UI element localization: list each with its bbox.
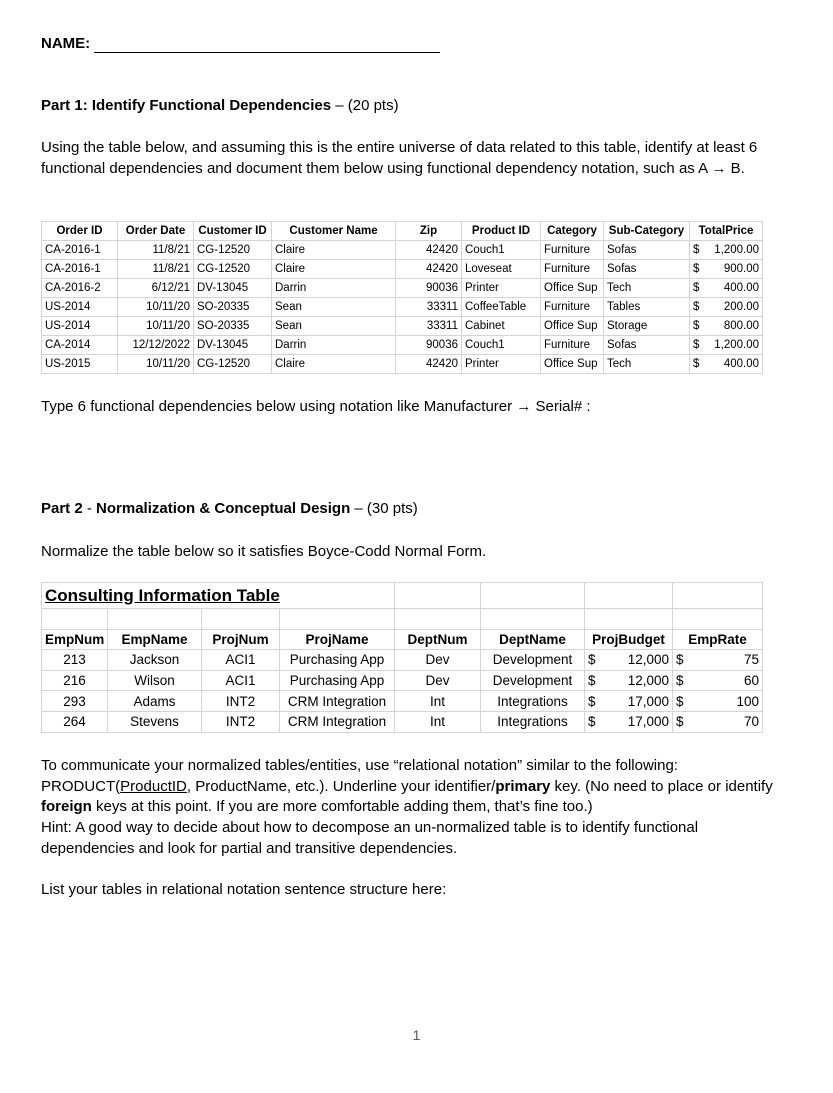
orders-header-cell: Customer ID (194, 222, 272, 241)
orders-cell-total-price (690, 279, 763, 298)
orders-cell-order-id: CA-2016-1 (42, 260, 118, 279)
orders-cell-category: Furniture (541, 336, 604, 355)
orders-cell-product-id: CoffeeTable (462, 298, 541, 317)
orders-cell-total-price (690, 317, 763, 336)
currency-symbol: $ (693, 320, 700, 332)
comm-primary: primary (495, 777, 551, 795)
orders-cell-customer-id: SO-20335 (194, 317, 272, 336)
orders-table (41, 221, 763, 374)
part1-instructions-text: Using the table below, and assuming this is the entire universe of data related to this table, identify at least 6 functional dependencies and document them below using functional dependency notation, such as A (41, 139, 758, 177)
orders-cell-total-price (690, 355, 763, 374)
part2-heading-points: – (30 pts) (350, 500, 418, 517)
part1-heading (41, 97, 399, 114)
consulting-cell-proj-num: ACI1 (202, 670, 280, 691)
total-price-value: 200.00 (723, 301, 759, 313)
consulting-cell-proj-num: INT2 (202, 711, 280, 732)
proj-budget-value: 12,000 (627, 673, 670, 689)
comm-text-c: key. (No need to place or identify (550, 777, 773, 795)
list-tables-prompt: List your tables in relational notation sentence structure here: (41, 881, 447, 898)
part1-heading-title: Part 1: Identify Functional Dependencies (41, 97, 332, 114)
consulting-cell-proj-num: INT2 (202, 691, 280, 712)
orders-cell-total-price (690, 260, 763, 279)
orders-cell-sub-category: Tech (604, 279, 690, 298)
total-price-value: 1,200.00 (714, 339, 759, 351)
orders-cell-order-date: 10/11/20 (118, 298, 194, 317)
consulting-table-title: Consulting Information Table (42, 583, 395, 609)
consulting-cell-emp-num: 264 (42, 711, 108, 732)
total-price-value: 800.00 (723, 320, 759, 332)
consulting-cell-emp-name: Wilson (108, 670, 202, 691)
currency-symbol: $ (693, 301, 700, 313)
orders-cell-category: Furniture (541, 298, 604, 317)
orders-cell-zip: 33311 (396, 298, 462, 317)
consulting-cell-dept-num: Int (395, 711, 481, 732)
orders-cell-customer-id: CG-12520 (194, 241, 272, 260)
total-price-value: 900.00 (723, 263, 759, 275)
consulting-cell-emp-name: Adams (108, 691, 202, 712)
consulting-cell-proj-budget (585, 650, 673, 671)
orders-cell-category: Office Sup (541, 355, 604, 374)
currency-symbol: $ (676, 693, 684, 709)
normalize-instruction: Normalize the table below so it satisfies Boyce-Codd Normal Form. (41, 543, 487, 560)
consulting-cell-emp-rate (673, 650, 763, 671)
orders-cell-zip: 42420 (396, 241, 462, 260)
table-row (42, 650, 763, 671)
part2-heading-label: Part 2 (41, 500, 83, 517)
orders-table-header (42, 222, 763, 241)
orders-cell-category: Office Sup (541, 279, 604, 298)
table-row (42, 670, 763, 691)
emp-rate-value: 75 (744, 652, 760, 668)
table-row (42, 336, 763, 355)
orders-cell-order-date: 6/12/21 (118, 279, 194, 298)
comm-foreign: foreign (41, 798, 92, 815)
part1-heading-points: – (20 pts) (331, 97, 399, 114)
orders-cell-order-date: 11/8/21 (118, 260, 194, 279)
consulting-cell-emp-rate (673, 670, 763, 691)
consulting-header-cell: ProjName (280, 629, 395, 650)
consulting-header-cell: DeptName (481, 629, 585, 650)
relational-notation-instructions (41, 756, 776, 818)
part1-instructions-end: B. (726, 159, 745, 177)
orders-cell-sub-category: Sofas (604, 336, 690, 355)
orders-cell-product-id: Printer (462, 279, 541, 298)
currency-symbol: $ (693, 263, 700, 275)
consulting-cell-emp-name: Stevens (108, 711, 202, 732)
table-row (42, 298, 763, 317)
emp-rate-value: 60 (744, 673, 760, 689)
orders-cell-order-id: CA-2016-1 (42, 241, 118, 260)
orders-header-cell: Zip (396, 222, 462, 241)
proj-budget-value: 12,000 (627, 652, 670, 668)
emp-rate-value: 70 (744, 714, 760, 730)
table-row (42, 241, 763, 260)
table-row (42, 260, 763, 279)
consulting-cell-proj-budget (585, 691, 673, 712)
orders-cell-order-id: CA-2016-2 (42, 279, 118, 298)
currency-symbol: $ (676, 714, 684, 730)
orders-cell-total-price (690, 241, 763, 260)
fd-answer-area[interactable] (41, 422, 761, 492)
orders-cell-order-id: CA-2014 (42, 336, 118, 355)
consulting-cell-proj-name: CRM Integration (280, 711, 395, 732)
orders-header-cell: Order ID (42, 222, 118, 241)
type-fd-prompt-text: Type 6 functional dependencies below using notation like Manufacturer (41, 398, 517, 415)
consulting-header-cell: DeptNum (395, 629, 481, 650)
name-blank-line[interactable] (94, 52, 440, 53)
proj-budget-value: 17,000 (627, 714, 670, 730)
consulting-cell-dept-num: Dev (395, 650, 481, 671)
orders-cell-zip: 90036 (396, 279, 462, 298)
orders-cell-sub-category: Tables (604, 298, 690, 317)
consulting-cell-dept-name: Integrations (481, 691, 585, 712)
consulting-cell-proj-budget (585, 711, 673, 732)
part2-heading (41, 500, 418, 517)
orders-cell-product-id: Printer (462, 355, 541, 374)
orders-cell-sub-category: Storage (604, 317, 690, 336)
orders-cell-order-date: 10/11/20 (118, 317, 194, 336)
comm-productid: ProductID (120, 777, 187, 795)
tables-answer-area[interactable] (41, 905, 761, 1015)
currency-symbol: $ (693, 358, 700, 370)
orders-cell-category: Furniture (541, 241, 604, 260)
currency-symbol: $ (676, 673, 684, 689)
consulting-cell-proj-num: ACI1 (202, 650, 280, 671)
consulting-cell-dept-name: Development (481, 670, 585, 691)
table-row (42, 279, 763, 298)
consulting-cell-proj-name: Purchasing App (280, 670, 395, 691)
consulting-header-cell: EmpName (108, 629, 202, 650)
consulting-cell-dept-name: Development (481, 650, 585, 671)
orders-header-cell: Customer Name (272, 222, 396, 241)
orders-cell-customer-id: CG-12520 (194, 355, 272, 374)
orders-cell-sub-category: Tech (604, 355, 690, 374)
consulting-cell-emp-rate (673, 691, 763, 712)
orders-cell-customer-name: Sean (272, 298, 396, 317)
consulting-header-cell: ProjNum (202, 629, 280, 650)
orders-cell-order-id: US-2015 (42, 355, 118, 374)
orders-header-cell: Sub-Category (604, 222, 690, 241)
table-row (42, 355, 763, 374)
part2-heading-title: Normalization & Conceptual Design (96, 500, 351, 517)
proj-budget-value: 17,000 (627, 693, 670, 709)
orders-cell-zip: 42420 (396, 355, 462, 374)
currency-symbol: $ (588, 714, 596, 730)
consulting-cell-proj-name: CRM Integration (280, 691, 395, 712)
orders-cell-customer-name: Claire (272, 260, 396, 279)
table-row (42, 317, 763, 336)
consulting-header-cell: EmpRate (673, 629, 763, 650)
orders-cell-sub-category: Sofas (604, 260, 690, 279)
type-fd-prompt (41, 397, 591, 418)
orders-cell-category: Furniture (541, 260, 604, 279)
currency-symbol: $ (693, 339, 700, 351)
table-row (42, 711, 763, 732)
consulting-table (41, 582, 763, 733)
orders-cell-order-date: 12/12/2022 (118, 336, 194, 355)
part2-heading-dash: - (82, 500, 97, 517)
currency-symbol: $ (588, 652, 596, 668)
consulting-cell-proj-name: Purchasing App (280, 650, 395, 671)
orders-cell-total-price (690, 336, 763, 355)
orders-header-cell: TotalPrice (690, 222, 763, 241)
orders-cell-order-date: 11/8/21 (118, 241, 194, 260)
currency-symbol: $ (676, 652, 684, 668)
comm-text-b: , ProductName, etc.). Underline your identifier/ (186, 777, 496, 795)
orders-cell-customer-name: Claire (272, 241, 396, 260)
consulting-cell-emp-num: 216 (42, 670, 108, 691)
comm-text-d: keys at this point. If you are more comfortable adding them, that’s fine too.) (91, 798, 593, 815)
name-label: NAME: (41, 35, 91, 52)
part1-instructions (41, 138, 771, 179)
orders-cell-zip: 42420 (396, 260, 462, 279)
emp-rate-value: 100 (736, 693, 760, 709)
consulting-cell-dept-num: Dev (395, 670, 481, 691)
arrow-right-icon: → (516, 398, 532, 415)
consulting-cell-emp-rate (673, 711, 763, 732)
orders-cell-product-id: Cabinet (462, 317, 541, 336)
orders-cell-customer-id: DV-13045 (194, 279, 272, 298)
currency-symbol: $ (588, 673, 596, 689)
table-row (42, 691, 763, 712)
orders-cell-product-id: Loveseat (462, 260, 541, 279)
consulting-cell-emp-num: 293 (42, 691, 108, 712)
page-number: 1 (412, 1027, 421, 1043)
orders-cell-order-id: US-2014 (42, 317, 118, 336)
orders-cell-total-price (690, 298, 763, 317)
currency-symbol: $ (588, 693, 596, 709)
orders-cell-customer-name: Claire (272, 355, 396, 374)
orders-cell-order-id: US-2014 (42, 298, 118, 317)
orders-cell-zip: 33311 (396, 317, 462, 336)
consulting-cell-proj-budget (585, 670, 673, 691)
total-price-value: 400.00 (723, 282, 759, 294)
consulting-cell-dept-name: Integrations (481, 711, 585, 732)
orders-cell-customer-id: SO-20335 (194, 298, 272, 317)
orders-cell-zip: 90036 (396, 336, 462, 355)
orders-cell-customer-name: Sean (272, 317, 396, 336)
orders-cell-product-id: Couch1 (462, 241, 541, 260)
arrow-right-icon: → (711, 159, 727, 177)
orders-cell-sub-category: Sofas (604, 241, 690, 260)
consulting-cell-dept-num: Int (395, 691, 481, 712)
hint-text: Hint: A good way to decide about how to decompose an un-normalized table is to identify functional dependencies and look for partial and transitive dependencies. (41, 819, 699, 857)
orders-cell-customer-id: CG-12520 (194, 260, 272, 279)
total-price-value: 1,200.00 (714, 244, 759, 256)
orders-cell-customer-id: DV-13045 (194, 336, 272, 355)
orders-cell-customer-name: Darrin (272, 336, 396, 355)
orders-cell-category: Office Sup (541, 317, 604, 336)
orders-header-cell: Product ID (462, 222, 541, 241)
total-price-value: 400.00 (723, 358, 759, 370)
orders-cell-customer-name: Darrin (272, 279, 396, 298)
orders-cell-order-date: 10/11/20 (118, 355, 194, 374)
orders-cell-product-id: Couch1 (462, 336, 541, 355)
type-fd-prompt-end: Serial# : (531, 398, 591, 415)
consulting-cell-emp-name: Jackson (108, 650, 202, 671)
orders-header-cell: Category (541, 222, 604, 241)
currency-symbol: $ (693, 244, 700, 256)
consulting-table-header (42, 629, 763, 650)
consulting-header-cell: EmpNum (42, 629, 108, 650)
consulting-header-cell: ProjBudget (585, 629, 673, 650)
comm-text-a: To communicate your normalized tables/entities, use “relational notation” similar to the following: PRODUCT( (41, 757, 678, 795)
currency-symbol: $ (693, 282, 700, 294)
orders-header-cell: Order Date (118, 222, 194, 241)
consulting-cell-emp-num: 213 (42, 650, 108, 671)
